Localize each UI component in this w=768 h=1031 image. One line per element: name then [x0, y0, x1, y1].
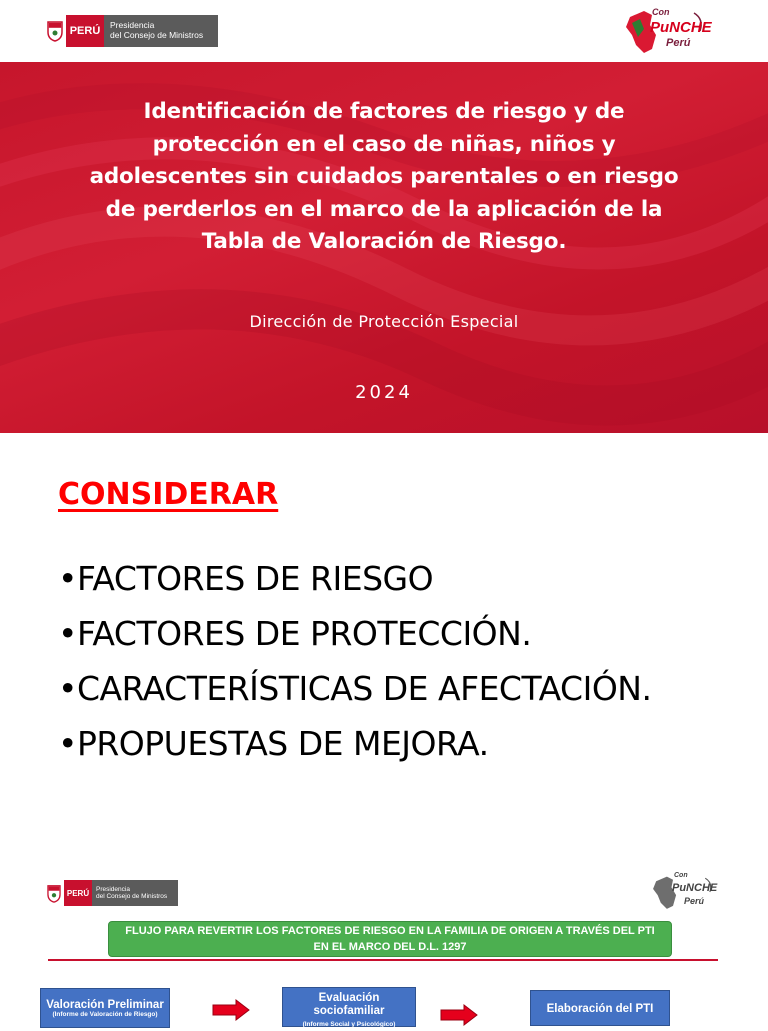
step-evaluacion-sociofamiliar: [282, 987, 416, 1027]
logo-country: PERÚ: [66, 15, 104, 47]
logo-con: Con: [674, 872, 688, 879]
presentation-subtitle: Dirección de Protección Especial: [249, 312, 519, 331]
title-slide: [0, 0, 768, 433]
list-item: •CARACTERÍSTICAS DE AFECTACIÓN.: [58, 669, 652, 708]
con-punche-peru-logo: [650, 872, 716, 912]
flow-banner: FLUJO PARA REVERTIR LOS FACTORES DE RIESGO EN LA FAMILIA DE ORIGEN A TRAVÉS DEL PTI EN EL MARCO DEL D.L. 1297: [108, 921, 672, 957]
considerations-list: [58, 551, 652, 771]
logo-peru: Perú: [666, 37, 691, 49]
coat-of-arms-icon: [44, 880, 64, 906]
slide-header: [0, 0, 768, 62]
step-note: (Informe de Valoración de Riesgo): [52, 1011, 158, 1018]
divider-line: [48, 959, 718, 961]
list-item: •FACTORES DE RIESGO: [58, 559, 434, 598]
step-title: Elaboración del PTI: [546, 1003, 654, 1015]
right-arrow-icon: [440, 1004, 478, 1026]
consider-heading: CONSIDERAR: [58, 477, 279, 512]
step-title: Evaluación sociofamiliar: [313, 992, 385, 1017]
logo-con: Con: [652, 7, 670, 17]
logo-punche: PuNCHE: [672, 882, 718, 894]
presentation-year: 2024: [355, 382, 413, 403]
logo-line-2: del Consejo de Ministros: [96, 893, 168, 900]
logo-punche: PuNCHE: [650, 19, 712, 36]
list-item: •PROPUESTAS DE MEJORA.: [58, 724, 489, 763]
step-valoracion-preliminar: [40, 988, 170, 1028]
coat-of-arms-icon: [44, 15, 66, 47]
list-item: •FACTORES DE PROTECCIÓN.: [58, 614, 532, 653]
step-note: (Informe Social y Psicológico): [302, 1021, 396, 1028]
logo-line-2: del Consejo de Ministros: [110, 30, 204, 40]
logo-line-1: Presidencia: [96, 885, 130, 893]
logo-line-1: Presidencia: [110, 20, 155, 31]
presentation-title: Identificación de factores de riesgo y de protección en el caso de niñas, niños y adolescentes sin cuidados parentales o en riesgo de perderlos en el marco de la aplicación de la Tabla de Valoración de Riesgo.: [89, 99, 679, 254]
red-title-band: [0, 62, 768, 433]
flow-slide: [0, 860, 768, 1028]
logo-institution: [92, 880, 178, 906]
government-logo: [44, 880, 178, 906]
government-logo: [44, 15, 218, 47]
logo-institution: [104, 15, 218, 47]
step-elaboracion-pti: [530, 990, 670, 1026]
logo-country: PERÚ: [64, 880, 92, 906]
considerations-slide: [0, 433, 768, 843]
logo-peru: Perú: [684, 896, 705, 906]
step-title: Valoración Preliminar: [46, 999, 164, 1011]
con-punche-peru-logo: [622, 5, 712, 57]
right-arrow-icon: [212, 999, 250, 1021]
